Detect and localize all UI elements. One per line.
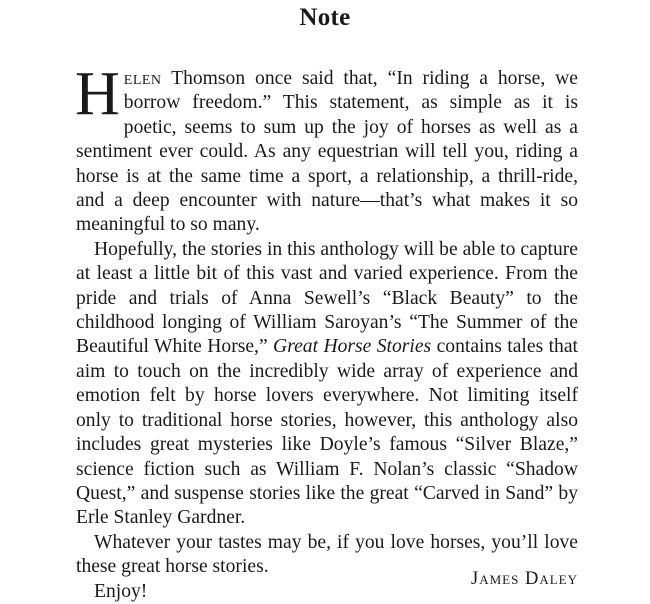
note-body xyxy=(75,60,578,604)
paragraph-1-text: Thomson once said that, “In riding a horse, we borrow freedom.” This statement, as simple as it is poetic, seems to sum up the joy of horses as well as a sentiment ever could. As any equestrian will tell you, riding a horse is at the same time a sport, a relationship, a thrill-ride, and a deep encounter with nature—that’s what makes it so meaningful to so many. xyxy=(76,68,578,236)
paragraph-3: Whatever your tastes may be, if you love horses, you’ll love these great horse stories. xyxy=(76,531,578,578)
page-title: Note xyxy=(299,4,351,31)
small-caps-lead: elen xyxy=(123,68,162,89)
paragraph-1 xyxy=(75,60,578,238)
drop-cap: H xyxy=(75,60,120,128)
signature: James Daley xyxy=(471,569,578,589)
paragraph-2 xyxy=(76,238,578,531)
book-title-italic: Great Horse Stories xyxy=(273,336,432,358)
paragraph-2-text-b: contains tales that aim to touch on the incredibly wide array of experience and emotion felt by horse lovers everywhere. Not limiting itself only to traditional horse stories, however, this anthology also includes great mysteries like Doyle’s famous “Silver Blaze,” science fiction such as William F. Nolan’s classic “Shadow Quest,” and suspense stories like the great “Carved in Sand” by Erle Stanley Gardner. xyxy=(76,336,578,529)
paragraph-2-text-a: Hopefully, the stories in this anthology will be able to capture at least a little bit of this vast and varied experience. From the pride and trials of Anna Sewell’s “Black Beauty” to the childhood longing of William Saroyan’s “The Summer of the Beautiful White Horse,” xyxy=(76,238,578,358)
paragraph-4: Enjoy! xyxy=(94,580,148,602)
